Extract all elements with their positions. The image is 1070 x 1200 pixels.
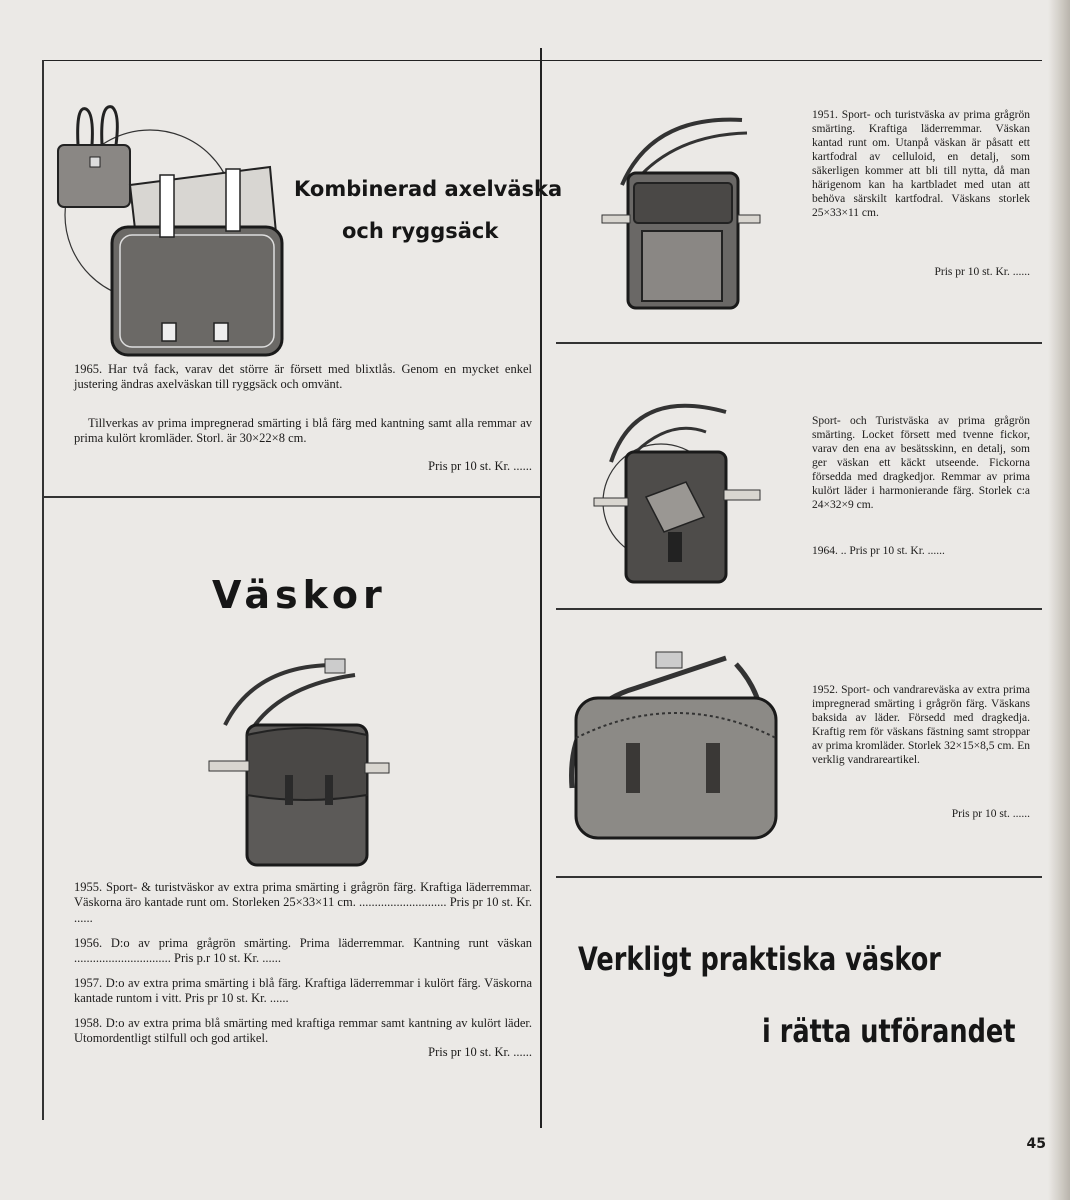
combined-heading-line1: Kombinerad axelväska (294, 177, 563, 201)
combined-price: Pris pr 10 st. Kr. ...... (428, 459, 532, 473)
divider-right-1 (556, 342, 1042, 344)
item-1958: 1958. D:o av extra prima blå smärting med kraftiga remmar samt kantning av kulört läder. Utomordentligt stilfull och god artikel. (74, 1016, 532, 1046)
combined-bag-panel (50, 95, 563, 365)
combined-bag-illustration (50, 95, 290, 365)
combined-description-2: Tillverkas av prima impregnerad smärting i blå färg med kantning samt alla remmar av prima kulört kromläder. Storl. är 30×22×8 cm. (74, 416, 532, 446)
vaskor-heading: Väskor (212, 573, 387, 617)
divider-right-2 (556, 608, 1042, 610)
item-1958-price: Pris pr 10 st. Kr. ...... (428, 1045, 532, 1059)
item-1951-text: 1951. Sport- och turistväska av prima grågrön smärting. Kraftiga läderremmar. Väskan kantad runt om. Utanpå väskan är påsatt ett kartfodral av celluloid, en detalj, som säkerligen kommer att bli till nytta, då man härigenom kan ha kartbladet med utan att behöva särskilt kartfodral. Väskans storlek 25×33×11 cm. (812, 109, 1030, 220)
combined-description: 1965. Har två fack, varav det större är försett med blixtlås. Genom en mycket enkel justering ändras axelväskan till ryggsäck och omvänt. (74, 362, 532, 392)
item-1964-text: Sport- och Turistväska av prima grågrön smärting. Locket försett med tvenne fickor, varav den ena av besätsskinn, en detalj, som ger väskan ett käckt utseende. Fickorna försedda med dragkedjor. Remmar av prima kulört läder i harmonierande färg. Storlek c:a 24×32×9 cm. (812, 415, 1030, 512)
slogan-line2: i rätta utförandet (762, 1012, 1016, 1050)
item-1957: 1957. D:o av extra prima smärting i blå färg. Kraftiga läderremmar i kulört färg. Väskorna kantade runtom i vitt. Pris pr 10 st. Kr. ...... (74, 976, 532, 1006)
bag-1952-illustration (556, 648, 796, 848)
page-number: 45 (1026, 1136, 1046, 1152)
item-1964-price: 1964. .. Pris pr 10 st. Kr. ...... (812, 545, 945, 557)
page-spine-shadow (1048, 0, 1070, 1200)
item-1955: 1955. Sport- & turistväskor av extra prima smärting i grågrön färg. Kraftiga läderremmar. Väskorna äro kantade runt om. Storleken 25×33×11 cm. ............................ Pris pr 10 st. Kr. ...... (74, 880, 532, 925)
sport-turist-bag-illustration (195, 655, 395, 870)
bag-1951-illustration (592, 115, 762, 315)
slogan-line1: Verkligt praktiska väskor (578, 940, 941, 978)
item-1956: 1956. D:o av prima grågrön smärting. Prima läderremmar. Kantning runt väskan ............................... Pris p.r 10 st. Kr. ...... (74, 936, 532, 966)
item-1952-price: Pris pr 10 st. ...... (951, 808, 1030, 820)
divider-right-3 (556, 876, 1042, 878)
combined-heading-line2: och ryggsäck (342, 219, 499, 243)
divider-left-1 (42, 496, 540, 498)
column-divider (540, 48, 542, 1128)
bag-1964-illustration (586, 392, 776, 592)
item-1952-text: 1952. Sport- och vandrareväska av extra prima impregnerad smärting i grågrön färg. Väskans baksida av läder. Försedd med dragkedja. Kraftig rem för väskans fästning samt stroppar av prima kromläder. Storlek 32×15×8,5 cm. En verklig vandrareartikel. (812, 684, 1030, 767)
left-border (42, 60, 44, 1120)
item-1951-price: Pris pr 10 st. Kr. ...... (934, 266, 1030, 278)
